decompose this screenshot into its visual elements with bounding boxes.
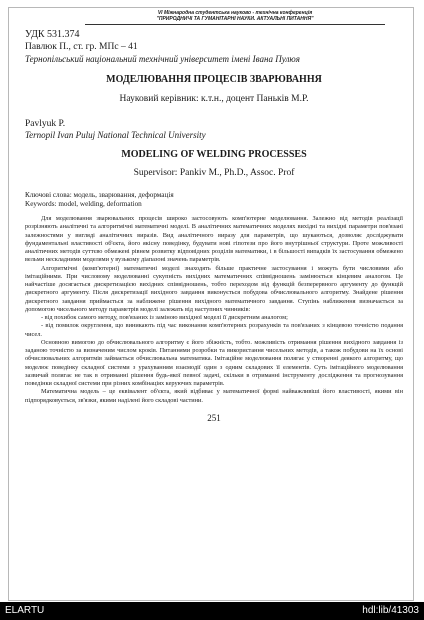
affiliation-en: Ternopil Ivan Puluj National Technical University — [25, 130, 206, 140]
footer-handle: hdl:lib/41303 — [362, 605, 419, 616]
supervisor-ua: Науковий керівник: к.т.н., доцент Паньків М.Р. — [119, 94, 309, 104]
keywords-en: Keywords: model, welding, deformation — [25, 200, 142, 208]
affiliation-ua: Тернопільський національний технічний університет імені Івана Пулюя — [25, 54, 300, 64]
header-rule — [85, 24, 385, 25]
paragraph: - від помилок округлення, що виникають під час виконання комп'ютерних розрахунків та пов'язаних з кінцевою точністю подання чисел. — [25, 322, 403, 338]
page-number: 251 — [207, 412, 221, 423]
title-ua: МОДЕЛЮВАННЯ ПРОЦЕСІВ ЗВАРЮВАННЯ — [106, 74, 322, 85]
document-page — [25, 10, 403, 423]
footer-repository-label: ELARTU — [5, 605, 45, 616]
keywords — [25, 191, 403, 209]
footer-bar — [0, 602, 424, 620]
paragraph: Основною вимогою до обчислювального алгоритму є його збіжність, тобто. можливість отримання рішення вихідного завдання із заданою точністю за визначеним числом кроків. Питаннями розробки та використання чисельних методів, а також побудови на їх основі обчислювальних алгоритмів займається обчислювальна математика. Імітаційне моделювання полягає у створенні деякого алгоритму, що моделює поведінку складної системи з урахуванням взаємодії один з одним складових її елементів. Суть імітаційного моделювання зазвичай полягає не так в отриманні рішення будь-якої певної задачі, скільки в отриманні інструменту дослідження та прогнозування поведінки складної системи при різних комбінаціях керуючих параметрів. — [25, 338, 403, 387]
authors: Павлюк П., ст. гр. МПс – 41 — [25, 42, 138, 52]
conference-line-1: VI Міжнародна студентська науково - технічна конференція — [157, 10, 313, 16]
conference-line-2: "ПРИРОДНИЧІ ТА ГУМАНІТАРНІ НАУКИ. АКТУАЛЬНІ ПИТАННЯ" — [156, 16, 314, 22]
keywords-ua: Ключові слова: модель, зварювання, деформація — [25, 191, 174, 199]
paragraph: Алгоритмічні (комп'ютерні) математичні моделі знаходять більше практичне застосування і можуть бути числовими або імітаційними. При числовому моделюванні сукупність вихідних математичних співвідношень замінюється кінцевим аналогом. Це найчастіше досягається дискретизацією вихідних співвідношень, тобто переходом від функцій безперервного аргументу до функцій дискретного аргументу. Після дискретизації вихідного завдання виконується побудова обчислювального алгоритму. Знайдене рішення дискретного завдання приймається за наближене рішення вихідного математичного завдання. Ступінь наближення визначається за допомогою чисельного методу параметрів моделі залежать від наступних чинників: — [25, 264, 403, 313]
supervisor-en: Supervisor: Pankiv M., Ph.D., Assoc. Prof — [133, 168, 295, 178]
conference-header — [85, 10, 385, 22]
paragraph: - від похибок самого методу, пов'язаних із заміною вихідної моделі її дискретним аналогом; — [41, 314, 288, 321]
title-en: MODELING OF WELDING PROCESSES — [121, 149, 307, 160]
paragraph: Для моделювання зварювальних процесів широко застосовують комп'ютерне моделювання. Залежно від методів реалізації розрізняють аналітичні та алгоритмічні математичні моделі. В аналітичних математичних моделях вихідні та вихідні параметри пов'язані залежностями у вигляді аналітичних виразів. Вид аналітичного виразу для параметрів, що шукаються, дозволяє досліджувати фундаментальні властивості об'єкта, його якісну поведінку, будувати нові гіпотези про його внутрішньої структури. Проте можливості аналітичних методів суттєво обмежені рівнем розвитку відповідних розділів математики, і в більшості випадків їх застосування обмежено вельми нескладними моделями у вузькому діапазоні значень параметрів. — [25, 215, 403, 264]
body-text — [25, 215, 403, 405]
author-en: Pavlyuk P. — [25, 119, 66, 129]
udk-code: УДК 531.374 — [25, 29, 80, 40]
paragraph: Математична модель – це еквівалент об'єкта, який відбиває у математичної формі найважливіші його властивості, якими він підпорядковується, зв'язки, якими наділені його складові частини. — [25, 388, 403, 404]
